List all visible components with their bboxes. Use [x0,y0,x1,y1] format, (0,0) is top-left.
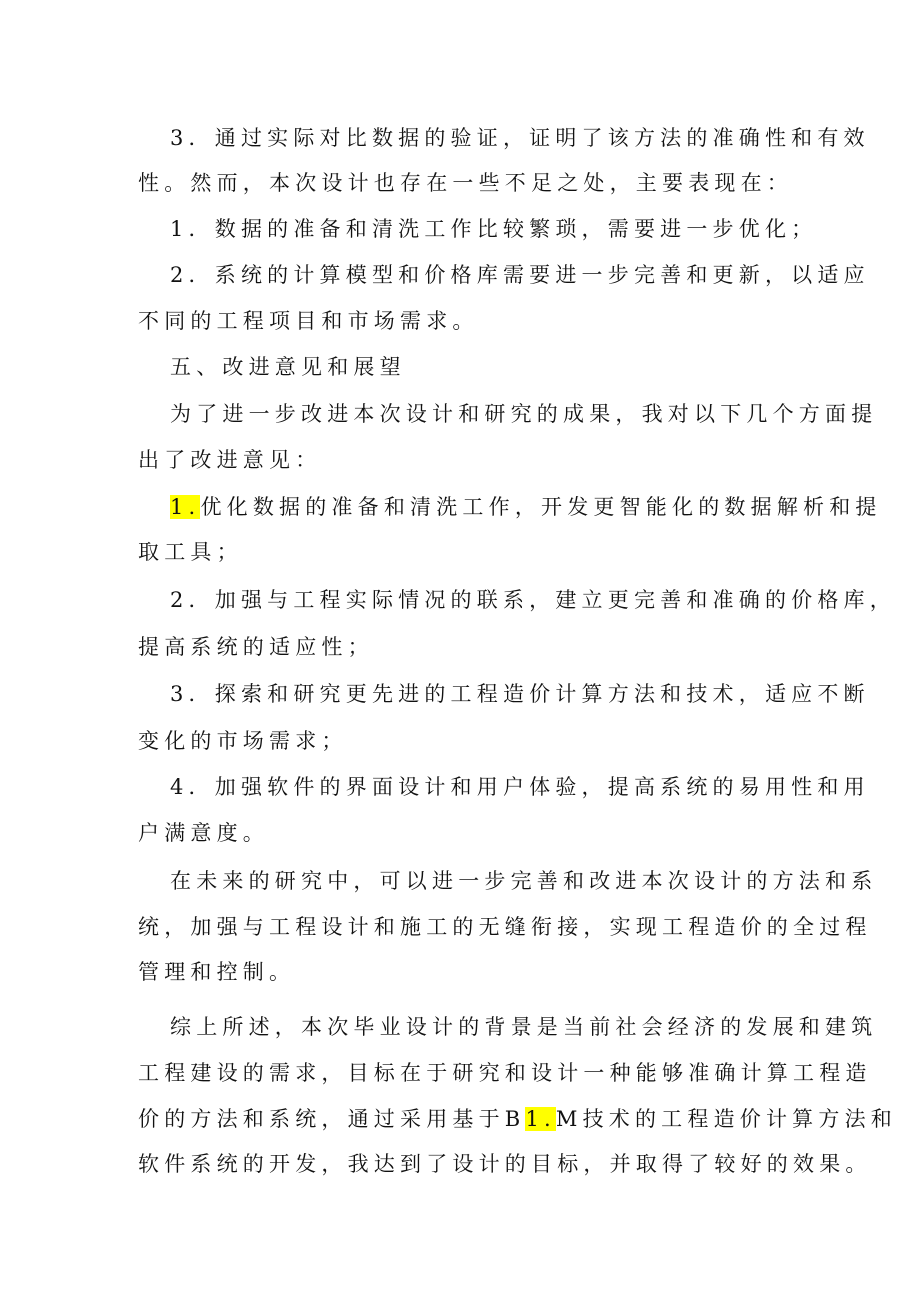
paragraph-line: 工程建设的需求，目标在于研究和设计一种能够准确计算工程造 [138,1061,872,1085]
paragraph-line: 统，加强与工程设计和施工的无缝衔接，实现工程造价的全过程 [138,915,872,939]
paragraph-text: 价的方法和系统，通过采用基于B [138,1107,526,1131]
list-item-line: 取工具； [138,540,243,564]
paragraph-line: 管理和控制。 [138,960,296,984]
list-item-line: 3．探索和研究更先进的工程造价计算方法和技术，适应不断 [170,682,870,706]
list-item-line: 4．加强软件的界面设计和用户体验，提高系统的易用性和用 [170,775,870,799]
list-item-line: 1．数据的准备和清洗工作比较繁琐，需要进一步优化； [170,217,818,241]
paragraph-line: 综上所述，本次毕业设计的背景是当前社会经济的发展和建筑 [170,1015,878,1039]
highlighted-text: 1. [170,495,201,519]
list-item-line: 不同的工程项目和市场需求。 [138,309,479,333]
paragraph-line: 软件系统的开发，我达到了设计的目标，并取得了较好的效果。 [138,1152,872,1176]
paragraph-line [138,1104,897,1134]
paragraph-line: 出了改进意见： [138,448,322,472]
list-item-line: 2．系统的计算模型和价格库需要进一步完善和更新，以适应 [170,263,870,287]
highlighted-text: 1. [525,1107,556,1131]
list-item-line: 变化的市场需求； [138,729,348,753]
paragraph-line: 性。然而，本次设计也存在一些不足之处，主要表现在： [138,171,793,195]
list-item-line: 2．加强与工程实际情况的联系，建立更完善和准确的价格库， [170,588,896,612]
paragraph-line: 在未来的研究中，可以进一步完善和改进本次设计的方法和系 [170,869,878,893]
paragraph-line: 3．通过实际对比数据的验证，证明了该方法的准确性和有效 [170,126,870,150]
list-item-line [170,492,882,522]
list-item-line: 提高系统的适应性； [138,635,374,659]
paragraph-text: M技术的工程造价计算方法和 [555,1107,897,1131]
list-item-line: 户满意度。 [138,821,269,845]
list-item-text: 优化数据的准备和清洗工作，开发更智能化的数据解析和提 [200,495,882,519]
section-heading: 五、改进意见和展望 [170,355,406,379]
paragraph-line: 为了进一步改进本次设计和研究的成果，我对以下几个方面提 [170,402,878,426]
